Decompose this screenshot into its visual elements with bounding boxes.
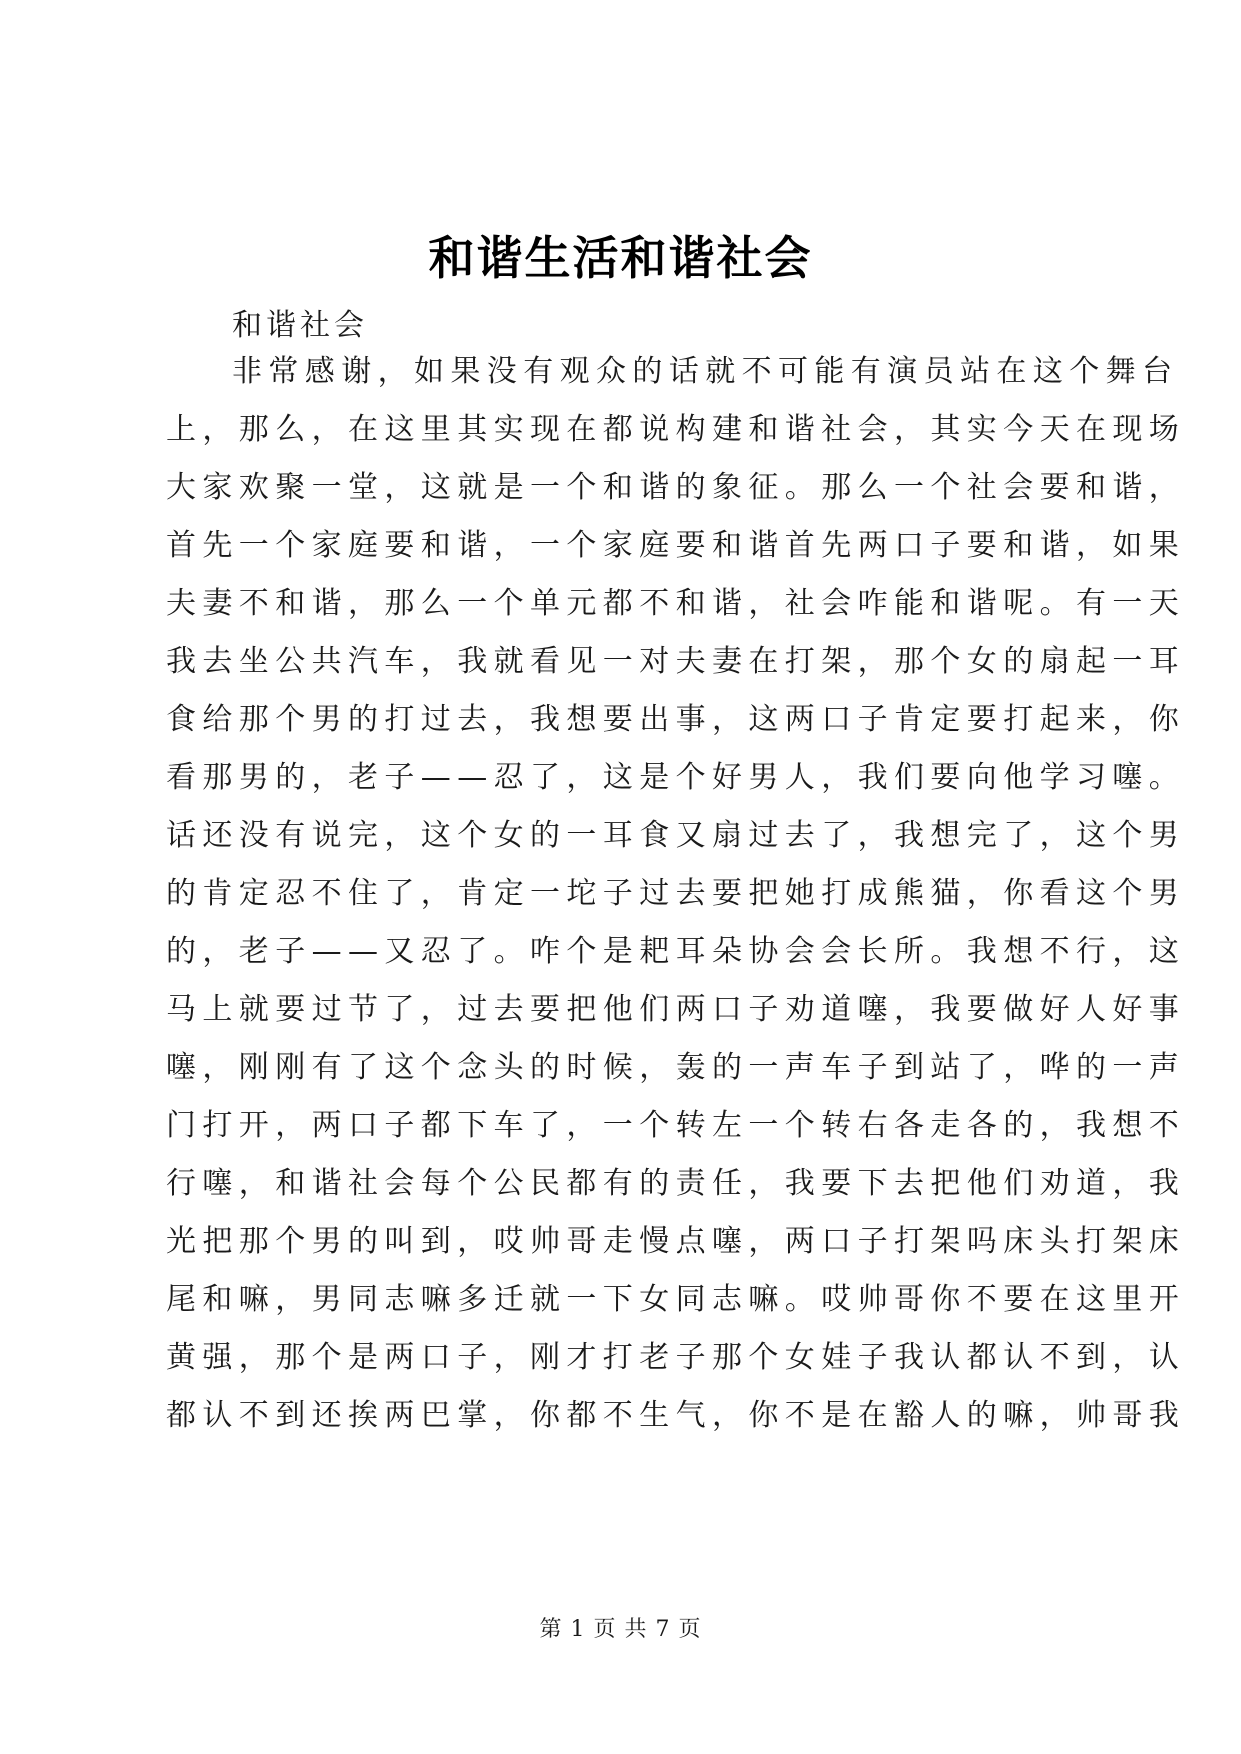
paragraph-line: 的肯定忍不住了，肯定一坨子过去要把她打成熊猫，你看这个男 <box>166 876 1186 911</box>
paragraph-line: 马上就要过节了，过去要把他们两口子劝道噻，我要做好人好事 <box>166 992 1186 1027</box>
paragraph-line: 行噻，和谐社会每个公民都有的责任，我要下去把他们劝道，我 <box>166 1166 1186 1201</box>
paragraph-line: 尾和嘛，男同志嘛多迁就一下女同志嘛。哎帅哥你不要在这里开 <box>166 1282 1186 1317</box>
paragraph-line: 噻，刚刚有了这个念头的时候，轰的一声车子到站了，哗的一声 <box>166 1050 1186 1085</box>
document-title: 和谐生活和谐社会 <box>428 231 813 285</box>
page-number-footer: 第 1 页 共 7 页 <box>539 1617 702 1642</box>
paragraph-line: 话还没有说完，这个女的一耳食又扇过去了，我想完了，这个男 <box>166 818 1186 853</box>
paragraph-line: 看那男的，老子——忍了，这是个好男人，我们要向他学习噻。 <box>166 760 1186 795</box>
paragraph-line: 门打开，两口子都下车了，一个转左一个转右各走各的，我想不 <box>166 1108 1186 1143</box>
paragraph-line: 光把那个男的叫到，哎帅哥走慢点噻，两口子打架吗床头打架床 <box>166 1224 1186 1259</box>
paragraph-line: 我去坐公共汽车，我就看见一对夫妻在打架，那个女的扇起一耳 <box>166 644 1186 679</box>
paragraph-line: 的，老子——又忍了。咋个是耙耳朵协会会长所。我想不行，这 <box>166 934 1186 969</box>
paragraph-line: 都认不到还挨两巴掌，你都不生气，你不是在豁人的嘛，帅哥我 <box>166 1398 1186 1433</box>
paragraph-line: 首先一个家庭要和谐，一个家庭要和谐首先两口子要和谐，如果 <box>166 528 1186 563</box>
paragraph-line: 黄强，那个是两口子，刚才打老子那个女娃子我认都认不到，认 <box>166 1340 1186 1375</box>
document-subtitle: 和谐社会 <box>232 308 368 343</box>
paragraph-line: 上，那么，在这里其实现在都说构建和谐社会，其实今天在现场 <box>166 412 1186 447</box>
paragraph-line: 大家欢聚一堂，这就是一个和谐的象征。那么一个社会要和谐， <box>166 470 1186 505</box>
paragraph-line: 夫妻不和谐，那么一个单元都不和谐，社会咋能和谐呢。有一天 <box>166 586 1186 621</box>
paragraph-line: 非常感谢，如果没有观众的话就不可能有演员站在这个舞台 <box>232 354 1179 389</box>
paragraph-line: 食给那个男的打过去，我想要出事，这两口子肯定要打起来，你 <box>166 702 1186 737</box>
